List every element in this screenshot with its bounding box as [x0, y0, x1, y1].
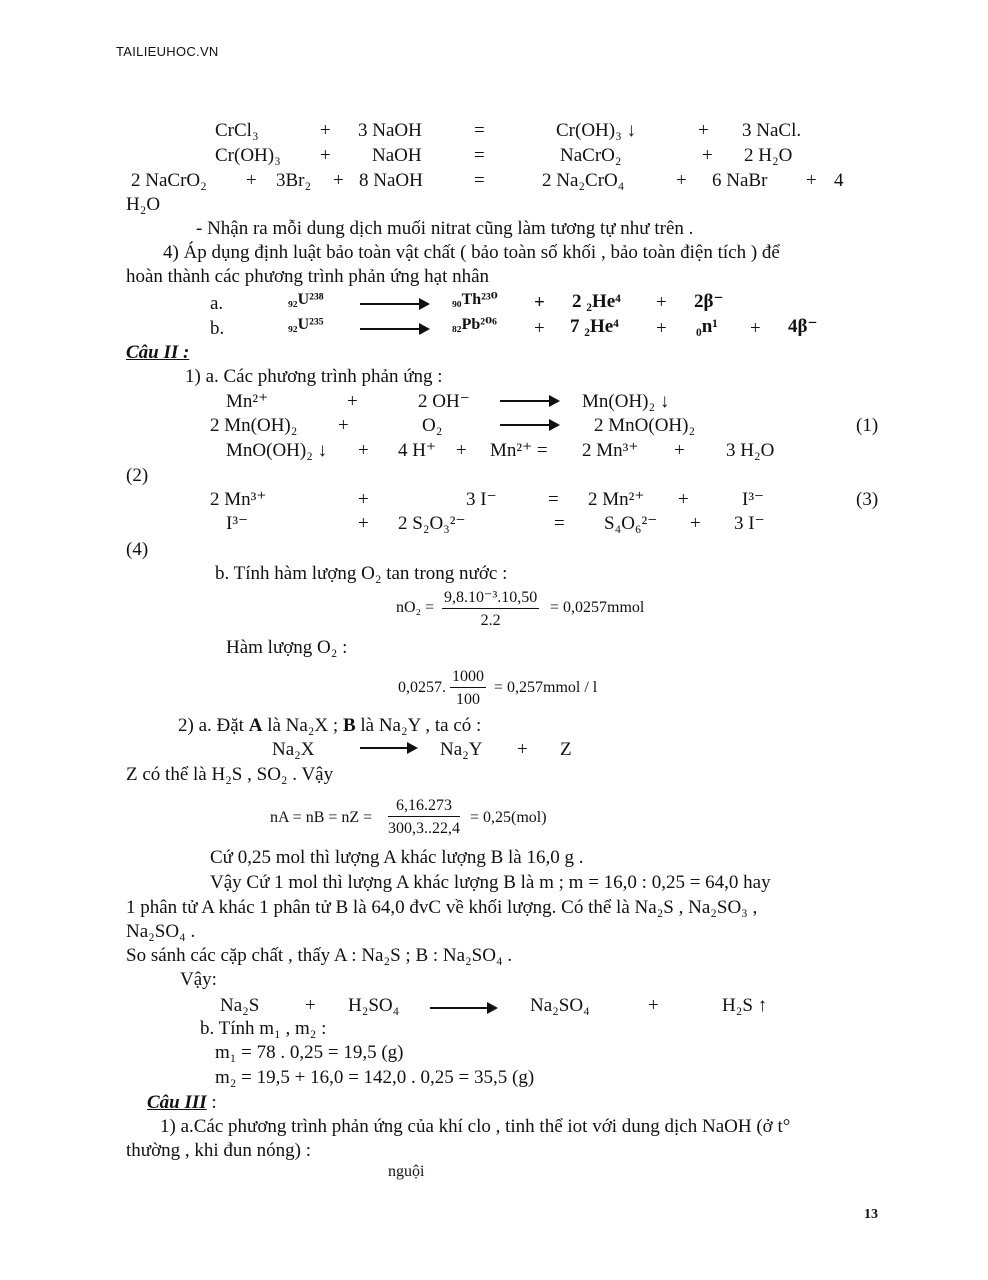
nuclear-b-product2: 7 ₂He⁴: [570, 316, 619, 337]
item4-line2: hoàn thành các phương trình phản ứng hạt nhân: [126, 266, 490, 287]
cau2-item2a: [178, 716, 481, 735]
cau2-heading: Câu II :: [126, 342, 190, 363]
formula2-rhs: = 0,257mmol / l: [494, 679, 598, 696]
r1-term: +: [347, 391, 358, 412]
r7-term: H₂S ↑: [722, 995, 768, 1016]
r4-term: +: [358, 489, 369, 510]
r5-term: =: [554, 513, 565, 534]
nuclear-b-plus: +: [656, 318, 667, 339]
formula2-fraction: [450, 669, 486, 708]
eq2-term: +: [702, 145, 713, 166]
r2-arrow: [500, 424, 558, 426]
nguoi-label: nguội: [388, 1163, 425, 1180]
eq3-term: +: [333, 170, 344, 191]
eq1-term: =: [474, 120, 485, 141]
cau2-item2b: b. Tính m₁ , m₂ :: [200, 1018, 327, 1039]
nuclear-b-product4: 4β⁻: [788, 316, 818, 337]
nuclear-a-label: a.: [210, 293, 224, 314]
r3-term: +: [456, 440, 467, 461]
cau3-heading: Câu III: [147, 1092, 207, 1113]
item2a-A: A: [248, 715, 263, 736]
r4-term: 2 Mn³⁺: [210, 489, 267, 510]
r3-term: 2 Mn³⁺: [582, 440, 639, 461]
r6-term: Z: [560, 739, 572, 760]
r1-term: 2 OH⁻: [418, 391, 470, 412]
formula3-numerator: 6,16.273: [388, 798, 460, 817]
eq1-term: CrCl₃: [215, 120, 259, 141]
note-line: - Nhận ra mỗi dung dịch muối nitrat cũng làm tương tự như trên .: [196, 218, 694, 239]
formula1-fraction: [442, 590, 539, 629]
r1-term: Mn²⁺: [226, 391, 269, 412]
r1-term: Mn(OH)₂ ↓: [582, 391, 670, 412]
formula3-fraction: [388, 798, 460, 837]
r7-arrow: [430, 1007, 496, 1009]
eq3-term: +: [806, 170, 817, 191]
eq3-term: +: [246, 170, 257, 191]
r7-term: +: [305, 995, 316, 1016]
r3-term: +: [358, 440, 369, 461]
formula3-rhs: = 0,25(mol): [470, 809, 547, 826]
formula3-lhs: nA = nB = nZ =: [270, 809, 373, 826]
r5-term: +: [358, 513, 369, 534]
nuclear-a-product3: 2β⁻: [694, 291, 724, 312]
r6-term: +: [517, 739, 528, 760]
eq3-term: 3Br₂: [276, 170, 312, 191]
page-number: 13: [864, 1207, 878, 1222]
nuclear-b-product3: ₀n¹: [696, 316, 718, 337]
r5-number: (4): [126, 539, 149, 560]
item2a-B: B: [342, 715, 356, 736]
formula1-rhs: = 0,0257mmol: [550, 599, 645, 616]
r3-number: (2): [126, 465, 149, 486]
site-header: TAILIEUHOC.VN: [116, 44, 219, 59]
nuclear-a-plus: +: [656, 292, 667, 313]
r5-term: S₄O₆²⁻: [604, 513, 658, 534]
r3-term: MnO(OH)₂ ↓: [226, 440, 328, 461]
eq1-term: Cr(OH)₃ ↓: [556, 120, 636, 141]
r5-term: 3 I⁻: [734, 513, 765, 534]
eq3-term: 2 Na₂CrO₄: [542, 170, 625, 191]
para-2: Vậy Cứ 1 mol thì lượng A khác lượng B là m ; m = 16,0 : 0,25 = 64,0 hay: [210, 872, 771, 893]
r4-term: =: [548, 489, 559, 510]
r2-term: 2 Mn(OH)₂: [210, 415, 298, 436]
formula2-numerator: 1000: [450, 669, 486, 688]
cau3-heading-colon: :: [206, 1092, 217, 1113]
cau2-item1a: 1) a. Các phương trình phản ứng :: [185, 366, 443, 387]
r2-number: (1): [856, 415, 879, 436]
para-1: Cứ 0,25 mol thì lượng A khác lượng B là 16,0 g .: [210, 847, 584, 868]
vay-label: Vậy:: [180, 969, 217, 990]
r3-term: +: [674, 440, 685, 461]
nuclear-a-product2: 2 ₂He⁴: [572, 291, 621, 312]
item2a-pre: 2) a. Đặt: [178, 715, 249, 736]
formula2-lhs: 0,0257.: [398, 679, 446, 696]
r6-arrow: [360, 747, 416, 749]
nuclear-b-reactant: ₉₂U²³⁵: [288, 316, 324, 333]
eq2-term: NaOH: [372, 145, 422, 166]
r4-term: I³⁻: [742, 489, 765, 510]
eq3-term: +: [676, 170, 687, 191]
item2a-mid: là Na₂X ;: [262, 715, 343, 736]
r4-number: (3): [856, 489, 879, 510]
nuclear-b-plus: +: [750, 318, 761, 339]
item4-line1: 4) Áp dụng định luật bảo toàn vật chất ( bảo toàn số khối , bảo toàn điện tích ) để: [163, 242, 780, 263]
m2-line: m₂ = 19,5 + 16,0 = 142,0 . 0,25 = 35,5 (g): [215, 1067, 535, 1088]
r4-term: +: [678, 489, 689, 510]
r4-term: 2 Mn²⁺: [588, 489, 645, 510]
z-line: Z có thể là H₂S , SO₂ . Vậy: [126, 764, 334, 785]
item2a-post: là Na₂Y , ta có :: [355, 715, 482, 736]
eq3-tail: H₂O: [126, 194, 161, 215]
ham-luong-label: Hàm lượng O₂ :: [226, 637, 348, 658]
eq3-term: 4: [834, 170, 844, 191]
r7-term: Na₂S: [220, 995, 260, 1016]
eq1-term: +: [698, 120, 709, 141]
formula1-numerator: 9,8.10⁻³.10,50: [442, 590, 539, 609]
formula3-denominator: 300,3..22,4: [388, 820, 460, 837]
r7-term: +: [648, 995, 659, 1016]
r6-term: Na₂Y: [440, 739, 483, 760]
r2-term: 2 MnO(OH)₂: [594, 415, 696, 436]
nuclear-b-arrow: [360, 328, 428, 330]
eq3-term: =: [474, 170, 485, 191]
eq3-term: 8 NaOH: [359, 170, 423, 191]
nuclear-b-product1: ₈₂Pb²⁰⁶: [452, 316, 497, 333]
eq3-term: 6 NaBr: [712, 170, 768, 191]
r3-term: 3 H₂O: [726, 440, 775, 461]
eq1-term: 3 NaOH: [358, 120, 422, 141]
cau2-item1b: b. Tính hàm lượng O₂ tan trong nước :: [215, 563, 508, 584]
nuclear-b-plus: +: [534, 318, 545, 339]
r6-term: Na₂X: [272, 739, 315, 760]
r4-term: 3 I⁻: [466, 489, 497, 510]
cau3-heading-line: [147, 1093, 217, 1112]
r1-arrow: [500, 400, 558, 402]
para-5: So sánh các cặp chất , thấy A : Na₂S ; B : Na₂SO₄ .: [126, 945, 513, 966]
r7-term: H₂SO₄: [348, 995, 400, 1016]
r3-term: Mn²⁺ =: [490, 440, 548, 461]
para-4: Na₂SO₄ .: [126, 921, 196, 942]
eq2-term: =: [474, 145, 485, 166]
r5-term: +: [690, 513, 701, 534]
eq3-term: 2 NaCrO₂: [131, 170, 207, 191]
eq2-term: Cr(OH)₃: [215, 145, 281, 166]
eq2-term: +: [320, 145, 331, 166]
eq2-term: 2 H₂O: [744, 145, 793, 166]
formula1-lhs: nO₂ =: [396, 599, 435, 616]
m1-line: m₁ = 78 . 0,25 = 19,5 (g): [215, 1042, 404, 1063]
nuclear-a-reactant: ₉₂U²³⁸: [288, 291, 324, 308]
nuclear-b-label: b.: [210, 318, 225, 339]
r2-term: O₂: [422, 415, 443, 436]
r7-term: Na₂SO₄: [530, 995, 590, 1016]
r5-term: I³⁻: [226, 513, 249, 534]
cau3-line1: 1) a.Các phương trình phản ứng của khí clo , tinh thể iot với dung dịch NaOH (ở t°: [160, 1116, 791, 1137]
nuclear-a-arrow: [360, 303, 428, 305]
eq1-term: +: [320, 120, 331, 141]
r3-term: 4 H⁺: [398, 440, 436, 461]
eq1-term: 3 NaCl.: [742, 120, 802, 141]
nuclear-a-product1: ₉₀Th²³⁰: [452, 291, 498, 308]
r2-term: +: [338, 415, 349, 436]
para-3: 1 phân tử A khác 1 phân tử B là 64,0 đvC về khối lượng. Có thể là Na₂S , Na₂SO₃ ,: [126, 897, 758, 918]
r5-term: 2 S₂O₃²⁻: [398, 513, 466, 534]
eq2-term: NaCrO₂: [560, 145, 622, 166]
nuclear-a-plus: +: [534, 292, 545, 313]
cau3-line2: thường , khi đun nóng) :: [126, 1140, 312, 1161]
formula1-denominator: 2.2: [480, 612, 501, 629]
formula2-denominator: 100: [456, 691, 480, 708]
